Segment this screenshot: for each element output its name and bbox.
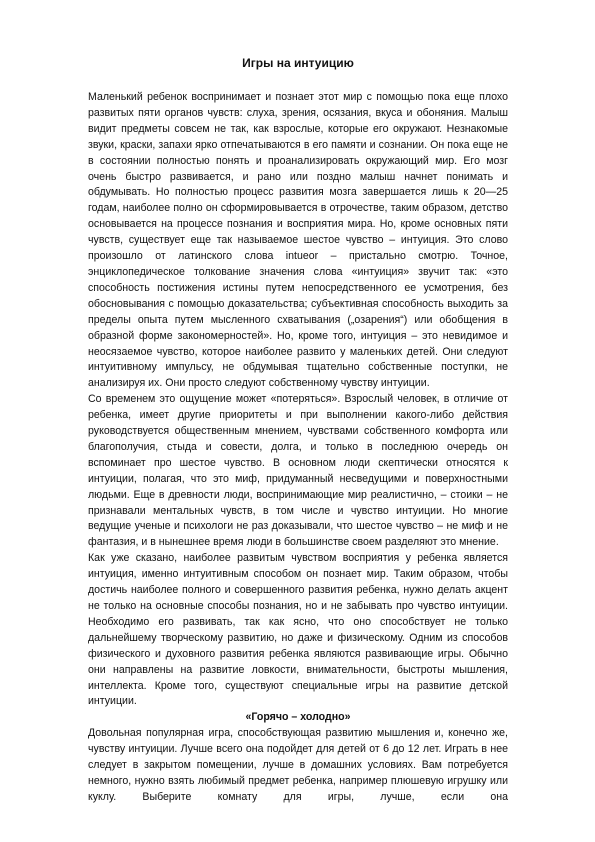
document-title: Игры на интуицию xyxy=(242,56,354,70)
document-body xyxy=(88,90,508,806)
paragraph-game: Довольная популярная игра, способствующая развитию мышления и, конечно же, чувству интуиции. Лучше всего она подойдет для детей от 6 до 12 лет. Играть в нее следует в закрытом помещении, лучше в домашних условиях. Вам потребуется немного, нужно взять любимый предмет ребенка, например плюшевую игрушку или куклу. Выберите комнату для игры, лучше, если она xyxy=(88,727,508,803)
paragraph-adults: Со временем это ощущение может «потеряться». Взрослый человек, в отличие от ребенка, имеет другие приоритеты и при выполнении какого-либо действия руководствуется общественным мнением, чувствами собственного комфорта или благополучия, стыда и совести, долга, и только в последнюю очередь он вспоминает про шестое чувство. В основном люди скептически относятся к интуиции, полагая, что это миф, придуманный несведущими и поверхностными людьми. Еще в древности люди, воспринимающие мир реалистично, – стоики – не признавали ментальных чувств, в том числе и чувство интуиции. Но многие ведущие ученые и психологи не раз доказывали, что шестое чувство – не миф и не фантазия, и в нынешнее время люди в большинстве своем разделяют это мнение. xyxy=(88,393,508,549)
paragraph-development: Как уже сказано, наиболее развитым чувством восприятия у ребенка является интуиция, именно интуитивным способом он познает мир. Таким образом, чтобы достичь наиболее полного и совершенного развития ребенка, нужно делать акцент не только на основные способы познания, но и не забывать про чувство интуиции. Необходимо его развивать, так как ясно, что оно способствует не только дальнейшему творческому развитию, но даже и физическому. Одним из способов физического и духовного развития ребенка являются развивающие игры. Обычно они направлены на развитие ловкости, внимательности, быстроты мышления, интеллекта. Кроме того, существуют специальные игры на развитие детской интуиции. xyxy=(88,552,508,708)
paragraph-intro: Маленький ребенок воспринимает и познает этот мир с помощью пока еще плохо развитых пяти органов чувств: слуха, зрения, осязания, вкуса и обоняния. Малыш видит предметы совсем не так, как взрослые, которые его окружают. Незнакомые звуки, краски, запахи ярко отпечатываются в его памяти и сознании. Он пока еще не в состоянии полностью понять и проанализировать окружающий мир. Его мозг очень быстро развивается, и рано или поздно малыш начнет понимать и обдумывать. Но полностью процесс развития мозга завершается лишь к 20—25 годам, наиболее полно он сформировывается в отрочестве, таким образом, детство основывается на процессе познания и восприятия мира. Но, кроме основных пяти чувств, существует еще так называемое шестое чувство – интуиция. Это слово произошло от латинского слова intueor – пристально смотрю. Точное, энциклопедическое толкование значения слова «интуиция» звучит так: «это способность постижения истины путем непосредственного ее усмотрения, без обосновывания с помощью доказательства; субъективная способность выходить за пределы опыта путем мысленного схватывания („озарения“) или обобщения в образной форме закономерностей». Но, кроме того, интуиция – это невидимое и неосязаемое чувство, которое наиболее развито у маленьких детей. Они следуют интуитивному импульсу, не обдумывая тщательно собственные поступки, не анализируя их. Они просто следуют собственному чувству интуиции. xyxy=(88,91,508,390)
game-subheading: «Горячо – холодно» xyxy=(245,711,351,724)
